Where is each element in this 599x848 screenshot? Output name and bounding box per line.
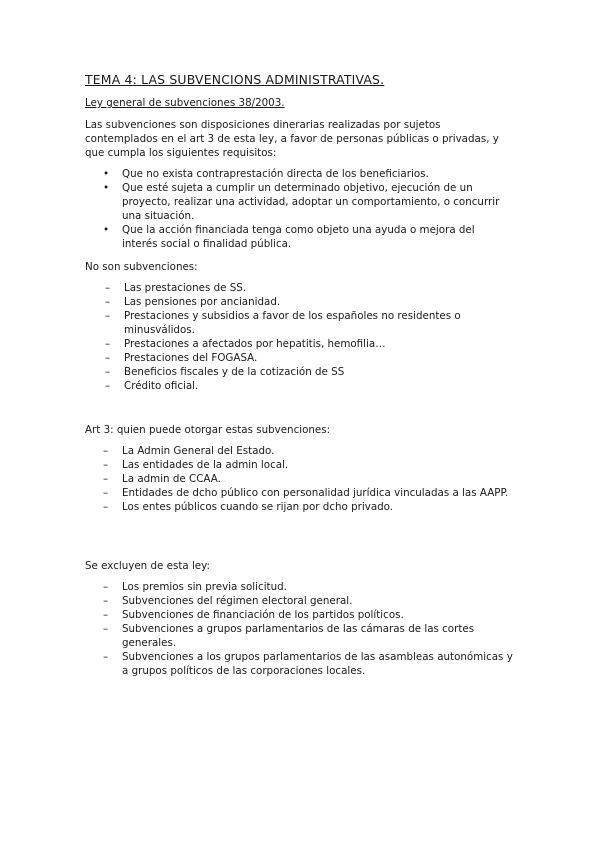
art3-list	[84, 444, 516, 514]
dash-icon: –	[103, 595, 109, 607]
list-item	[84, 580, 516, 594]
list-item	[84, 500, 516, 514]
list-item-text: Subvenciones a los grupos parlamentarios de las asambleas autonómicas y a grupos políticos de las corporaciones locales.	[122, 651, 513, 677]
excluyen-heading: Se excluyen de esta ley:	[85, 560, 210, 572]
list-item-text: La admin de CCAA.	[122, 473, 221, 485]
list-item	[84, 608, 516, 622]
dash-icon: –	[103, 651, 109, 663]
list-item	[84, 622, 516, 650]
dash-icon: –	[103, 581, 109, 593]
list-item	[86, 379, 494, 393]
list-item	[84, 594, 516, 608]
dash-icon: –	[105, 352, 111, 364]
list-item	[84, 650, 516, 678]
list-item	[86, 365, 494, 379]
bullet-icon: •	[103, 168, 110, 180]
list-item-text: Que esté sujeta a cumplir un determinado objetivo, ejecución de un proyecto, realizar una actividad, adoptar un comportamiento, o concurrir una situación.	[122, 182, 500, 222]
list-item	[86, 295, 494, 309]
list-item	[85, 167, 505, 181]
intro-paragraph: Las subvenciones son disposiciones dinerarias realizadas por sujetos contemplados en el art 3 de esta ley, a favor de personas públicas o privadas, y que cumpla los siguientes requisitos:	[85, 119, 499, 159]
list-item	[86, 351, 494, 365]
list-item	[86, 337, 494, 351]
list-item-text: Los premios sin previa solicitud.	[122, 581, 287, 593]
list-item-text: Prestaciones y subsidios a favor de los españoles no residentes o minusválidos.	[124, 310, 461, 336]
list-item-text: Prestaciones del FOGASA.	[124, 352, 258, 364]
list-item-text: Subvenciones de financiación de los partidos políticos.	[122, 609, 404, 621]
list-item-text: Beneficios fiscales y de la cotización de SS	[124, 366, 345, 378]
bullet-icon: •	[103, 224, 110, 236]
no-son-heading: No son subvenciones:	[85, 261, 198, 273]
list-item-text: Los entes públicos cuando se rijan por dcho privado.	[122, 501, 394, 513]
list-item-text: Las pensiones por ancianidad.	[124, 296, 281, 308]
list-item-text: Entidades de dcho público con personalidad jurídica vinculadas a las AAPP.	[122, 487, 509, 499]
dash-icon: –	[105, 338, 111, 350]
excluyen-list	[84, 580, 516, 678]
page-title: TEMA 4: LAS SUBVENCIONS ADMINISTRATIVAS.	[85, 72, 385, 87]
dash-icon: –	[103, 609, 109, 621]
dash-icon: –	[103, 473, 109, 485]
list-item-text: Que no exista contraprestación directa de los beneficiarios.	[122, 168, 429, 180]
list-item-text: La Admin General del Estado.	[122, 445, 275, 457]
list-item	[84, 444, 516, 458]
dash-icon: –	[105, 296, 111, 308]
dash-icon: –	[105, 282, 111, 294]
list-item	[84, 486, 516, 500]
law-subtitle: Ley general de subvenciones 38/2003.	[85, 97, 285, 109]
dash-icon: –	[105, 366, 111, 378]
list-item-text: Crédito oficial.	[124, 380, 199, 392]
list-item-text: Subvenciones del régimen electoral general.	[122, 595, 353, 607]
list-item	[86, 309, 494, 337]
dash-icon: –	[103, 623, 109, 635]
requisitos-list	[85, 167, 505, 251]
list-item	[86, 281, 494, 295]
list-item	[84, 458, 516, 472]
bullet-icon: •	[103, 182, 110, 194]
dash-icon: –	[103, 487, 109, 499]
dash-icon: –	[105, 310, 111, 322]
list-item-text: Las entidades de la admin local.	[122, 459, 289, 471]
list-item-text: Que la acción financiada tenga como objeto una ayuda o mejora del interés social o finalidad pública.	[122, 224, 475, 250]
list-item	[84, 472, 516, 486]
art3-heading: Art 3: quien puede otorgar estas subvenciones:	[85, 424, 331, 436]
dash-icon: –	[103, 445, 109, 457]
list-item-text: Subvenciones a grupos parlamentarios de las cámaras de las cortes generales.	[122, 623, 475, 649]
list-item-text: Prestaciones a afectados por hepatitis, hemofilia…	[124, 338, 386, 350]
list-item-text: Las prestaciones de SS.	[124, 282, 247, 294]
list-item	[85, 181, 505, 223]
dash-icon: –	[103, 501, 109, 513]
no-son-list	[86, 281, 494, 393]
list-item	[85, 223, 505, 251]
dash-icon: –	[105, 380, 111, 392]
dash-icon: –	[103, 459, 109, 471]
